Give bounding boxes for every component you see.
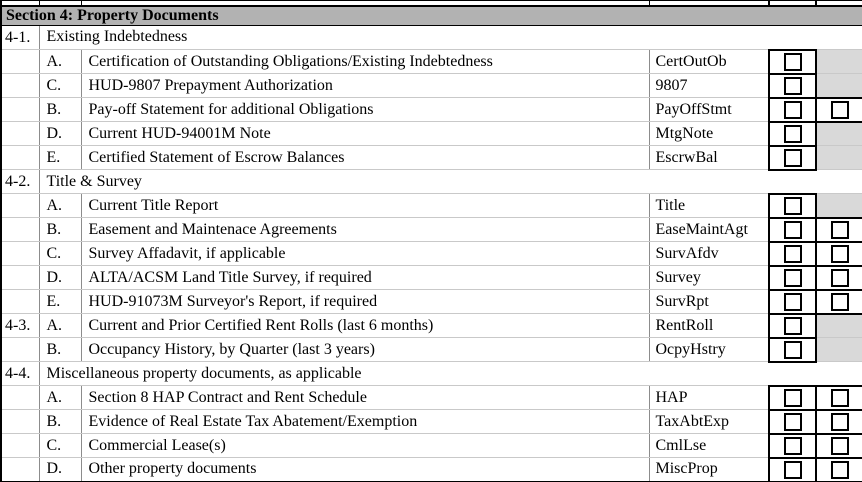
subsection-row-4-4 xyxy=(1,362,862,386)
table-row xyxy=(1,50,862,74)
doc-description: Section 8 HAP Contract and Rent Schedule xyxy=(81,386,649,410)
checkbox[interactable] xyxy=(831,221,849,239)
doc-description: Certification of Outstanding Obligations/Existing Indebtedness xyxy=(81,50,649,74)
doc-code: MiscProp xyxy=(649,458,769,482)
table-row xyxy=(1,266,862,290)
doc-code: Survey xyxy=(649,266,769,290)
doc-description: HUD-9807 Prepayment Authorization xyxy=(81,74,649,98)
checkbox-cell-secondary xyxy=(816,290,862,314)
row-number xyxy=(1,290,39,314)
checkbox-cell-primary xyxy=(769,242,816,266)
checkbox-cell-primary xyxy=(769,434,816,458)
doc-description: Evidence of Real Estate Tax Abatement/Exemption xyxy=(81,410,649,434)
row-letter: B. xyxy=(39,98,81,122)
checkbox-cell-primary xyxy=(769,290,816,314)
checkbox[interactable] xyxy=(831,101,849,119)
subsection-row-4-2 xyxy=(1,170,862,194)
doc-code: SurvAfdv xyxy=(649,242,769,266)
doc-description: Current Title Report xyxy=(81,194,649,218)
subsection-title: Existing Indebtedness xyxy=(39,26,862,50)
doc-description: Easement and Maintenace Agreements xyxy=(81,218,649,242)
row-letter: E. xyxy=(39,146,81,170)
row-letter: D. xyxy=(39,122,81,146)
doc-code: EscrwBal xyxy=(649,146,769,170)
table-row xyxy=(1,122,862,146)
checkbox[interactable] xyxy=(784,389,802,407)
row-letter: D. xyxy=(39,458,81,482)
row-number xyxy=(1,410,39,434)
checkbox-cell-primary xyxy=(769,122,816,146)
row-letter: B. xyxy=(39,410,81,434)
subsection-title: Title & Survey xyxy=(39,170,862,194)
row-number xyxy=(1,338,39,362)
doc-description: Survey Affadavit, if applicable xyxy=(81,242,649,266)
checkbox-cell-primary xyxy=(769,410,816,434)
doc-description: Pay-off Statement for additional Obligations xyxy=(81,98,649,122)
row-number xyxy=(1,458,39,482)
row-letter: E. xyxy=(39,290,81,314)
checkbox-cell-primary xyxy=(769,50,816,74)
checkbox-cell-secondary xyxy=(816,266,862,290)
table-row xyxy=(1,242,862,266)
row-number xyxy=(1,98,39,122)
doc-code: OcpyHstry xyxy=(649,338,769,362)
checkbox[interactable] xyxy=(784,461,802,479)
checkbox[interactable] xyxy=(831,293,849,311)
doc-description: Occupancy History, by Quarter (last 3 years) xyxy=(81,338,649,362)
doc-description: Current and Prior Certified Rent Rolls (last 6 months) xyxy=(81,314,649,338)
row-letter: B. xyxy=(39,338,81,362)
table-row xyxy=(1,410,862,434)
doc-description: Other property documents xyxy=(81,458,649,482)
row-number xyxy=(1,434,39,458)
row-number xyxy=(1,242,39,266)
doc-description: Certified Statement of Escrow Balances xyxy=(81,146,649,170)
doc-code: EaseMaintAgt xyxy=(649,218,769,242)
section-title: Section 4: Property Documents xyxy=(1,6,862,26)
checkbox[interactable] xyxy=(784,413,802,431)
checkbox-cell-secondary-disabled xyxy=(816,74,862,98)
checkbox-cell-secondary-disabled xyxy=(816,314,862,338)
subsection-title: Miscellaneous property documents, as applicable xyxy=(39,362,862,386)
doc-description: HUD-91073M Surveyor's Report, if required xyxy=(81,290,649,314)
row-letter: D. xyxy=(39,266,81,290)
row-number xyxy=(1,266,39,290)
checkbox[interactable] xyxy=(784,293,802,311)
checkbox[interactable] xyxy=(831,437,849,455)
checkbox-cell-primary xyxy=(769,338,816,362)
checkbox-cell-secondary-disabled xyxy=(816,122,862,146)
doc-code: SurvRpt xyxy=(649,290,769,314)
table-row xyxy=(1,98,862,122)
table-row xyxy=(1,290,862,314)
doc-code: TaxAbtExp xyxy=(649,410,769,434)
checkbox-cell-secondary xyxy=(816,410,862,434)
checkbox[interactable] xyxy=(784,101,802,119)
checkbox-cell-primary xyxy=(769,74,816,98)
checkbox-cell-primary xyxy=(769,218,816,242)
checkbox[interactable] xyxy=(784,125,802,143)
row-number: 4-2. xyxy=(1,170,39,194)
row-letter: A. xyxy=(39,194,81,218)
row-letter: C. xyxy=(39,242,81,266)
checkbox-cell-secondary-disabled xyxy=(816,194,862,218)
checkbox[interactable] xyxy=(831,245,849,263)
checkbox-cell-secondary xyxy=(816,434,862,458)
doc-code: HAP xyxy=(649,386,769,410)
table-row xyxy=(1,194,862,218)
checkbox[interactable] xyxy=(831,413,849,431)
checkbox[interactable] xyxy=(784,437,802,455)
row-number xyxy=(1,74,39,98)
table-row xyxy=(1,314,862,338)
row-number xyxy=(1,50,39,74)
row-letter: A. xyxy=(39,50,81,74)
checkbox-cell-secondary-disabled xyxy=(816,338,862,362)
doc-code: PayOffStmt xyxy=(649,98,769,122)
table-row xyxy=(1,218,862,242)
row-letter: A. xyxy=(39,386,81,410)
table-row xyxy=(1,458,862,482)
checkbox-cell-secondary xyxy=(816,242,862,266)
checkbox-cell-secondary xyxy=(816,98,862,122)
checkbox-cell-primary xyxy=(769,98,816,122)
doc-code: 9807 xyxy=(649,74,769,98)
table-row xyxy=(1,338,862,362)
doc-description: Current HUD-94001M Note xyxy=(81,122,649,146)
table-row xyxy=(1,434,862,458)
row-number xyxy=(1,386,39,410)
checkbox[interactable] xyxy=(784,149,802,167)
checkbox[interactable] xyxy=(784,197,802,215)
checkbox[interactable] xyxy=(784,269,802,287)
doc-description: Commercial Lease(s) xyxy=(81,434,649,458)
checkbox-cell-secondary-disabled xyxy=(816,50,862,74)
checkbox-cell-secondary xyxy=(816,386,862,410)
row-number xyxy=(1,122,39,146)
row-letter: A. xyxy=(39,314,81,338)
row-number: 4-1. xyxy=(1,26,39,50)
doc-code: MtgNote xyxy=(649,122,769,146)
table-row xyxy=(1,386,862,410)
checkbox[interactable] xyxy=(784,221,802,239)
row-number: 4-3. xyxy=(1,314,39,338)
checkbox[interactable] xyxy=(831,389,849,407)
checkbox[interactable] xyxy=(784,53,802,71)
doc-description: ALTA/ACSM Land Title Survey, if required xyxy=(81,266,649,290)
checkbox-cell-primary xyxy=(769,386,816,410)
checkbox[interactable] xyxy=(784,341,802,359)
row-letter: C. xyxy=(39,434,81,458)
checkbox-cell-primary xyxy=(769,314,816,338)
checkbox[interactable] xyxy=(784,245,802,263)
checkbox-cell-secondary xyxy=(816,218,862,242)
section-header-row xyxy=(1,6,862,26)
checkbox[interactable] xyxy=(784,77,802,95)
checkbox-cell-primary xyxy=(769,194,816,218)
checkbox-cell-primary xyxy=(769,458,816,482)
checkbox[interactable] xyxy=(784,317,802,335)
doc-code: RentRoll xyxy=(649,314,769,338)
row-number xyxy=(1,194,39,218)
subsection-row-4-1 xyxy=(1,26,862,50)
checkbox[interactable] xyxy=(831,269,849,287)
table-row xyxy=(1,146,862,170)
doc-code: Title xyxy=(649,194,769,218)
row-letter: B. xyxy=(39,218,81,242)
checkbox-cell-secondary-disabled xyxy=(816,146,862,170)
doc-code: CmlLse xyxy=(649,434,769,458)
doc-code: CertOutOb xyxy=(649,50,769,74)
row-number xyxy=(1,146,39,170)
row-letter: C. xyxy=(39,74,81,98)
table-row xyxy=(1,74,862,98)
checkbox-cell-secondary xyxy=(816,458,862,482)
checkbox-cell-primary xyxy=(769,266,816,290)
checkbox[interactable] xyxy=(831,461,849,479)
row-number: 4-4. xyxy=(1,362,39,386)
checkbox-cell-primary xyxy=(769,146,816,170)
row-number xyxy=(1,218,39,242)
